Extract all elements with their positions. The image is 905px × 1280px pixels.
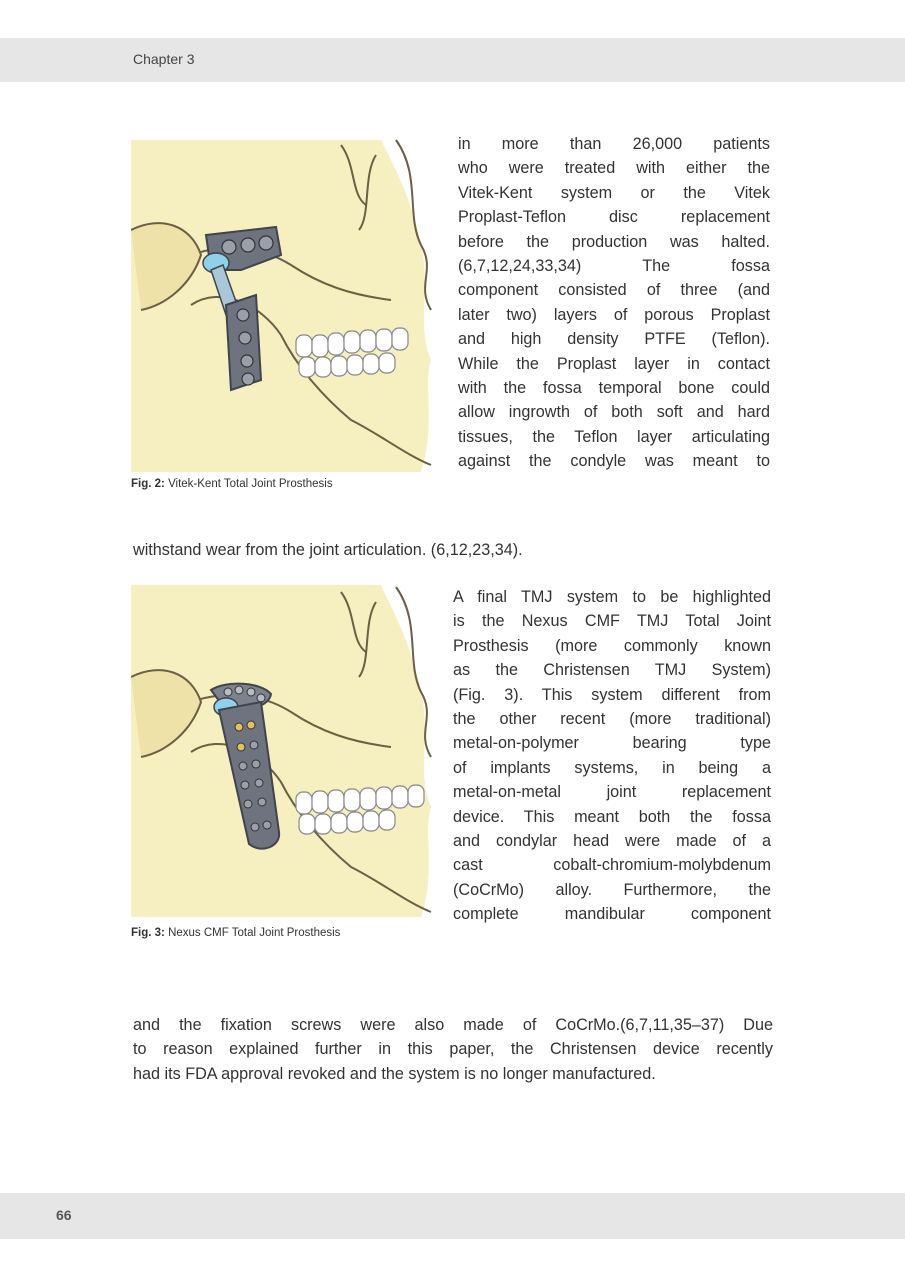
text-line: the other recent (more traditional) (453, 710, 771, 729)
figure-3-caption (131, 927, 434, 939)
text-line: (CoCrMo) alloy. Furthermore, the (453, 880, 771, 899)
text-line: While the Proplast layer in contact (458, 354, 770, 373)
text-line: withstand wear from the joint articulation. (6,12,23,34). (133, 541, 523, 559)
figure-2-caption (131, 478, 434, 490)
figure-3-caption-text: Nexus CMF Total Joint Prosthesis (168, 927, 341, 939)
page-header (0, 38, 905, 82)
figure-2 (131, 135, 434, 490)
text-line: metal-on-polymer bearing type (453, 734, 771, 753)
text-line: cast cobalt-chromium-molybdenum (453, 856, 771, 875)
text-line: Vitek-Kent system or the Vitek (458, 183, 770, 202)
text-line: of implants systems, in being a (453, 758, 771, 777)
vitek-kent-prosthesis-illustration (131, 135, 434, 472)
text-line: against the condyle was meant to (458, 452, 770, 471)
paragraph-1-column (458, 132, 770, 474)
figure-3 (131, 582, 434, 939)
text-line: (Fig. 3). This system different from (453, 685, 771, 704)
text-line: complete mandibular component (453, 905, 771, 924)
page-footer (0, 1193, 905, 1239)
text-line: Proplast-Teflon disc replacement (458, 208, 770, 227)
page-number: 66 (56, 1207, 72, 1223)
text-line: tissues, the Teflon layer articulating (458, 427, 770, 446)
text-line: is the Nexus CMF TMJ Total Joint (453, 612, 771, 631)
figure-2-label: Fig. 2: (131, 478, 165, 490)
text-line: before the production was halted. (458, 232, 770, 251)
text-line: had its FDA approval revoked and the system is no longer manufactured. (133, 1064, 656, 1083)
text-line: component consisted of three (and (458, 281, 770, 300)
text-line: to reason explained further in this paper, the Christensen device recently (133, 1040, 773, 1059)
figure-3-label: Fig. 3: (131, 927, 165, 939)
text-line: Prosthesis (more commonly known (453, 636, 771, 655)
text-line: later two) layers of porous Proplast (458, 305, 770, 324)
text-line: device. This meant both the fossa (453, 807, 771, 826)
chapter-title: Chapter 3 (133, 51, 195, 67)
text-line: who were treated with either the (458, 159, 770, 178)
text-line: (6,7,12,24,33,34) The fossa (458, 257, 770, 276)
text-line: and the fixation screws were also made of CoCrMo.(6,7,11,35–37) Due (133, 1016, 773, 1034)
figure-2-caption-text: Vitek-Kent Total Joint Prosthesis (168, 478, 333, 490)
text-line: with the fossa temporal bone could (458, 379, 770, 398)
text-line: metal-on-metal joint replacement (453, 783, 771, 802)
text-line: allow ingrowth of both soft and hard (458, 403, 770, 422)
paragraph-2-full-lines (133, 1013, 773, 1086)
text-line: as the Christensen TMJ System) (453, 661, 771, 680)
paragraph-1-full-line (133, 538, 773, 562)
paragraph-2-column (453, 585, 771, 927)
text-line: A final TMJ system to be highlighted (453, 588, 771, 606)
text-line: in more than 26,000 patients (458, 135, 770, 153)
nexus-cmf-prosthesis-illustration (131, 582, 434, 917)
text-line: and high density PTFE (Teflon). (458, 330, 770, 349)
text-line: and condylar head were made of a (453, 832, 771, 851)
